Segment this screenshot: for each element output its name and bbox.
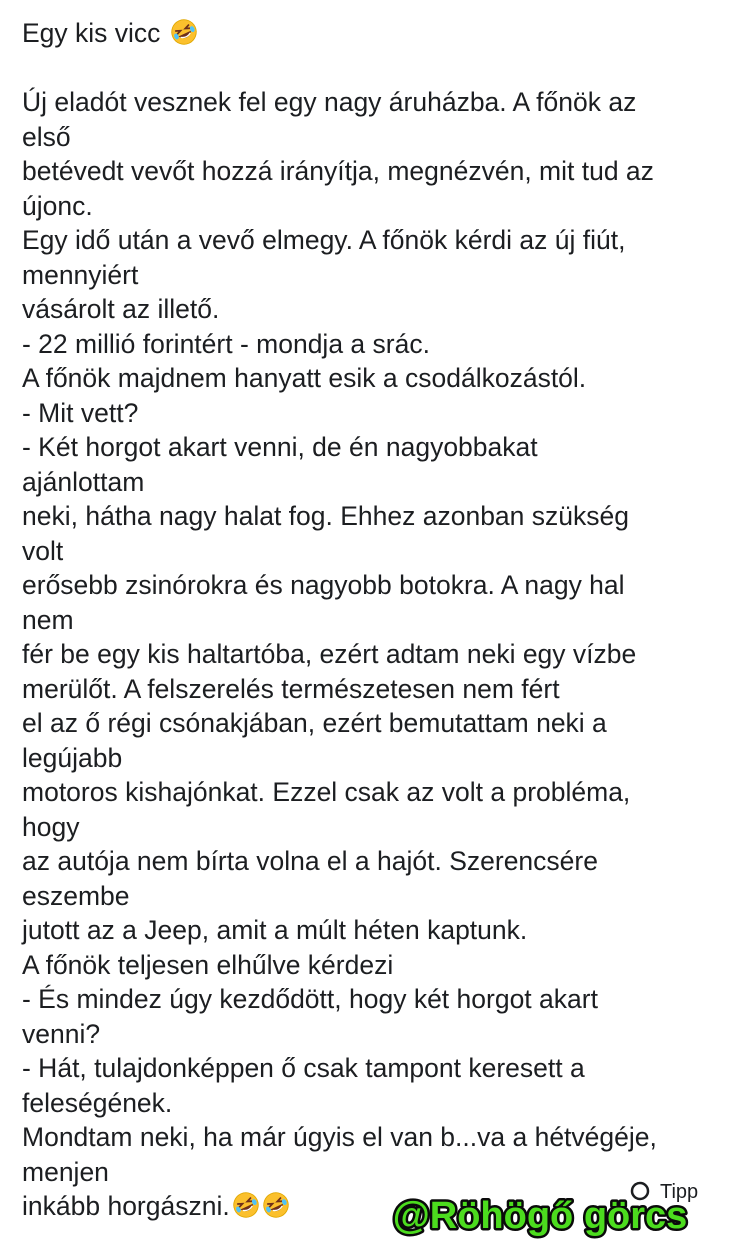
post-line: motoros kishajónkat. Ezzel csak az volt a probléma, — [22, 777, 631, 807]
post-line: neki, hátha nagy halat fog. Ehhez azonban szükség — [22, 501, 629, 531]
post-line: legújabb — [22, 742, 123, 773]
post-content — [22, 16, 734, 1224]
post-line: - Mit vett? — [22, 397, 139, 428]
post-line: inkább horgászni. — [22, 1191, 230, 1221]
post-line: menjen — [22, 1156, 109, 1187]
watermark-logo — [355, 1183, 725, 1245]
post-line: A főnök majdnem hanyatt esik a csodálkozástól. — [22, 363, 587, 393]
post-line: Egy idő után a vevő elmegy. A főnök kérdi az új fiút, — [22, 225, 626, 255]
post-line: az autója nem bírta volna el a hajót. Szerencsére — [22, 846, 598, 876]
post-line: el az ő régi csónakjában, ezért bemutattam neki a — [22, 708, 607, 738]
post-line: A főnök teljesen elhűlve kérdezi — [22, 949, 394, 980]
post-line: jutott az a Jeep, amit a múlt héten kaptunk. — [22, 915, 528, 945]
post-line: - És mindez úgy kezdődött, hogy két horgot akart — [22, 984, 598, 1014]
post-line: merülőt. A felszerelés természetesen nem fért — [22, 673, 560, 704]
post-line: fér be egy kis haltartóba, ezért adtam neki egy vízbe — [22, 639, 637, 669]
post-line: nem — [22, 604, 74, 635]
post-title: Egy kis vicc — [22, 18, 161, 48]
post-line: - 22 millió forintért - mondja a srác. — [22, 328, 430, 359]
post-line: - Két horgot akart venni, de én nagyobbakat — [22, 432, 538, 462]
post-line: betévedt vevőt hozzá irányítja, megnézvén, mit tud az — [22, 156, 654, 186]
post-line: eszembe — [22, 880, 130, 911]
watermark-text: @Röhögő görcs — [392, 1195, 688, 1237]
post-body — [22, 85, 734, 1224]
post-title-line — [22, 16, 734, 51]
post-line: volt — [22, 535, 64, 566]
post-line: mennyiért — [22, 259, 139, 290]
post-line: erősebb zsinórokra és nagyobb botokra. A nagy hal — [22, 570, 625, 600]
post-line: első — [22, 121, 71, 152]
rolling-on-floor-laughing-icon — [170, 18, 198, 46]
post-line: újonc. — [22, 190, 93, 221]
post-line: feleségének. — [22, 1087, 173, 1118]
rolling-on-floor-laughing-icon — [262, 1191, 290, 1219]
post-line: ajánlottam — [22, 466, 145, 497]
tipp-label: Tipp — [660, 1181, 699, 1203]
post-line: venni? — [22, 1018, 101, 1049]
post-line: - Hát, tulajdonképpen ő csak tampont keresett a — [22, 1053, 585, 1083]
post-line: vásárolt az illető. — [22, 294, 220, 324]
post-line: Mondtam neki, ha már úgyis el van b...va a hétvégéje, — [22, 1122, 657, 1152]
post-line: hogy — [22, 811, 80, 842]
post-line: Új eladót vesznek fel egy nagy áruházba. A főnök az — [22, 87, 637, 117]
rolling-on-floor-laughing-icon — [232, 1191, 260, 1219]
blank-line — [22, 51, 734, 86]
